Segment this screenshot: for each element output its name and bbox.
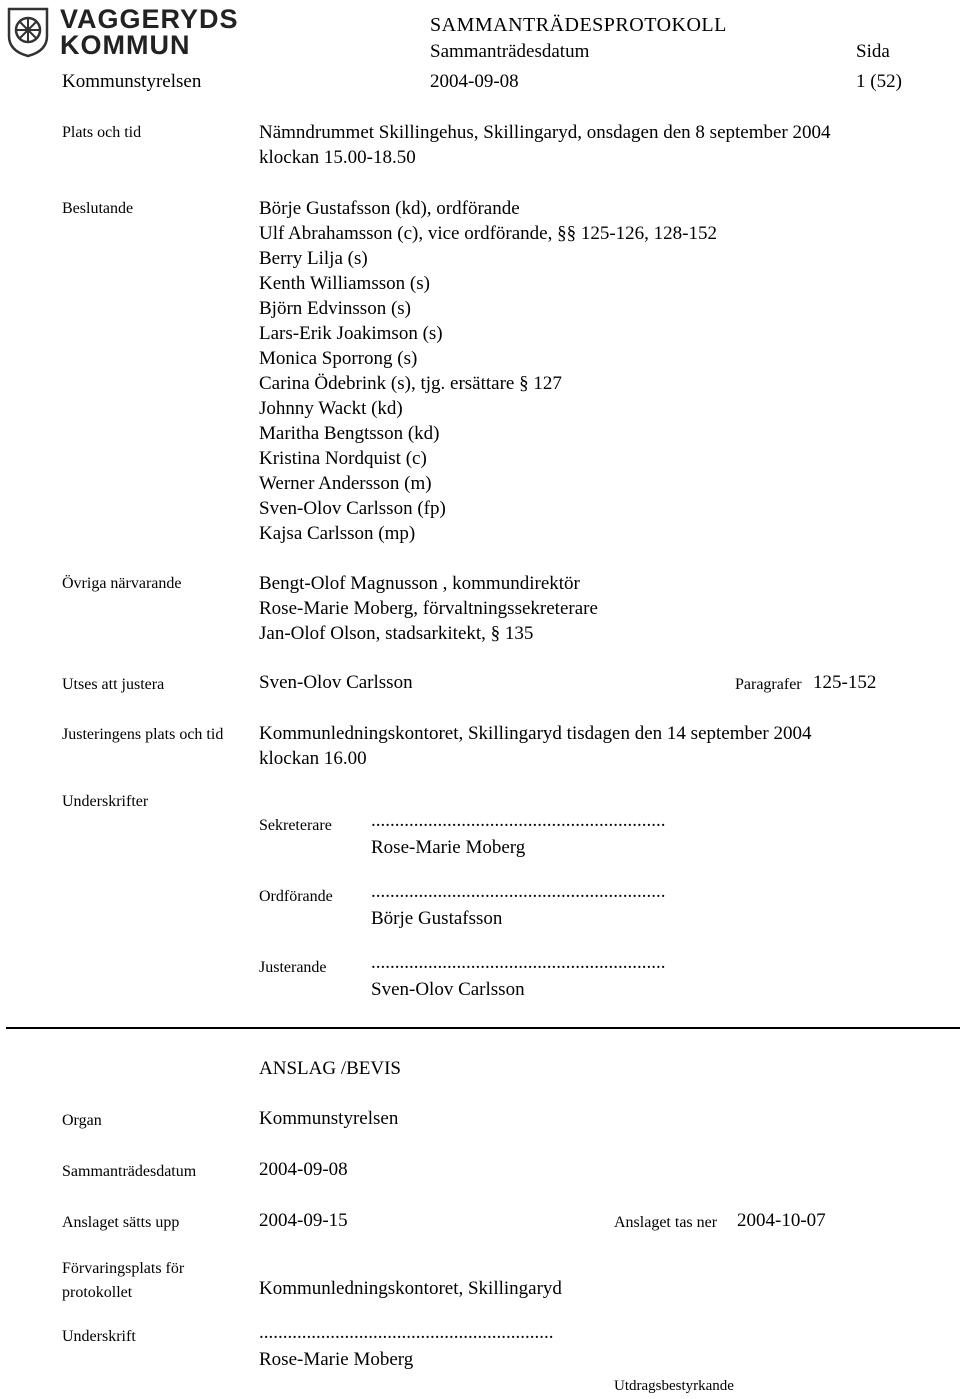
signature-line: ..............................................................	[259, 1322, 554, 1343]
beslutande-label: Beslutande	[62, 200, 134, 217]
ovriga-label: Övriga närvarande	[62, 575, 182, 592]
list-item: Ulf Abrahamsson (c), vice ordförande, §§ 125-126, 128-152	[259, 223, 717, 244]
anslag-down-label: Anslaget tas ner	[614, 1214, 718, 1231]
utdrag-label: Utdragsbestyrkande	[614, 1378, 734, 1394]
forvaring-value: Kommunledningskontoret, Skillingaryd	[259, 1278, 562, 1299]
anslag-up-value: 2004-09-15	[259, 1210, 348, 1231]
forvaring-label	[62, 1257, 184, 1305]
list-item: Sven-Olov Carlsson (fp)	[259, 498, 446, 519]
signature-role-chair: Ordförande	[259, 888, 333, 905]
plats-value	[259, 120, 831, 170]
signature-line: ..............................................................	[371, 810, 666, 831]
logo-line-1: VAGGERYDS	[60, 4, 239, 34]
document-title: SAMMANTRÄDESPROTOKOLL	[430, 14, 727, 36]
paragraf-label: Paragrafer	[735, 676, 802, 693]
section-divider	[6, 1027, 960, 1029]
justering-line-2: klockan 16.00	[259, 748, 367, 769]
header-body-name: Kommunstyrelsen	[62, 71, 202, 92]
forvaring-label-line-2: protokollet	[62, 1284, 133, 1301]
signature-role-secretary: Sekreterare	[259, 817, 332, 834]
list-item: Rose-Marie Moberg, förvaltningssekreterare	[259, 598, 598, 619]
anslag-date-label: Sammanträdesdatum	[62, 1163, 197, 1180]
justera-name: Sven-Olov Carlsson	[259, 672, 413, 693]
logo-line-2: KOMMUN	[60, 30, 191, 60]
plats-line-1: Nämndrummet Skillingehus, Skillingaryd, onsdagen den 8 september 2004	[259, 122, 831, 143]
municipality-logo	[60, 6, 239, 58]
paragraf-value: 125-152	[813, 672, 877, 693]
header-page-label: Sida	[856, 41, 890, 62]
list-item: Jan-Olof Olson, stadsarkitekt, § 135	[259, 623, 534, 644]
signature-name: Sven-Olov Carlsson	[371, 979, 525, 1000]
underskrift-label: Underskrift	[62, 1328, 136, 1345]
list-item: Kajsa Carlsson (mp)	[259, 523, 416, 544]
plats-line-2: klockan 15.00-18.50	[259, 147, 416, 168]
forvaring-label-line-1: Förvaringsplats för	[62, 1260, 185, 1277]
list-item: Werner Andersson (m)	[259, 473, 432, 494]
anslag-down-value: 2004-10-07	[737, 1210, 826, 1231]
list-item: Kristina Nordquist (c)	[259, 448, 427, 469]
plats-label: Plats och tid	[62, 124, 142, 141]
justering-label: Justeringens plats och tid	[62, 726, 224, 743]
list-item: Maritha Bengtsson (kd)	[259, 423, 440, 444]
list-item: Björn Edvinsson (s)	[259, 298, 411, 319]
list-item: Kenth Williamsson (s)	[259, 273, 430, 294]
organ-value: Kommunstyrelsen	[259, 1108, 399, 1129]
list-item: Börje Gustafsson (kd), ordförande	[259, 198, 520, 219]
anslag-up-label: Anslaget sätts upp	[62, 1214, 180, 1231]
header-page-number: 1 (52)	[856, 71, 902, 92]
signature-line: ..............................................................	[371, 952, 666, 973]
justering-value	[259, 721, 812, 771]
justering-line-1: Kommunledningskontoret, Skillingaryd tisdagen den 14 september 2004	[259, 723, 812, 744]
justera-label: Utses att justera	[62, 676, 165, 693]
list-item: Berry Lilja (s)	[259, 248, 368, 269]
list-item: Lars-Erik Joakimson (s)	[259, 323, 443, 344]
header-date-label: Sammanträdesdatum	[430, 41, 590, 62]
signature-name: Börje Gustafsson	[371, 908, 503, 929]
list-item: Bengt-Olof Magnusson , kommundirektör	[259, 573, 580, 594]
municipal-seal-icon	[6, 6, 50, 58]
signature-line: ..............................................................	[371, 881, 666, 902]
ovriga-list	[259, 571, 598, 646]
anslag-title: ANSLAG /BEVIS	[259, 1058, 401, 1079]
underskrifter-label: Underskrifter	[62, 793, 149, 810]
list-item: Johnny Wackt (kd)	[259, 398, 403, 419]
header-date: 2004-09-08	[430, 71, 519, 92]
list-item: Monica Sporrong (s)	[259, 348, 418, 369]
signature-role-adjuster: Justerande	[259, 959, 327, 976]
list-item: Carina Ödebrink (s), tjg. ersättare § 127	[259, 373, 562, 394]
beslutande-list	[259, 196, 717, 546]
anslag-date-value: 2004-09-08	[259, 1159, 348, 1180]
signature-name: Rose-Marie Moberg	[259, 1349, 414, 1370]
organ-label: Organ	[62, 1112, 102, 1129]
signature-name: Rose-Marie Moberg	[371, 837, 526, 858]
